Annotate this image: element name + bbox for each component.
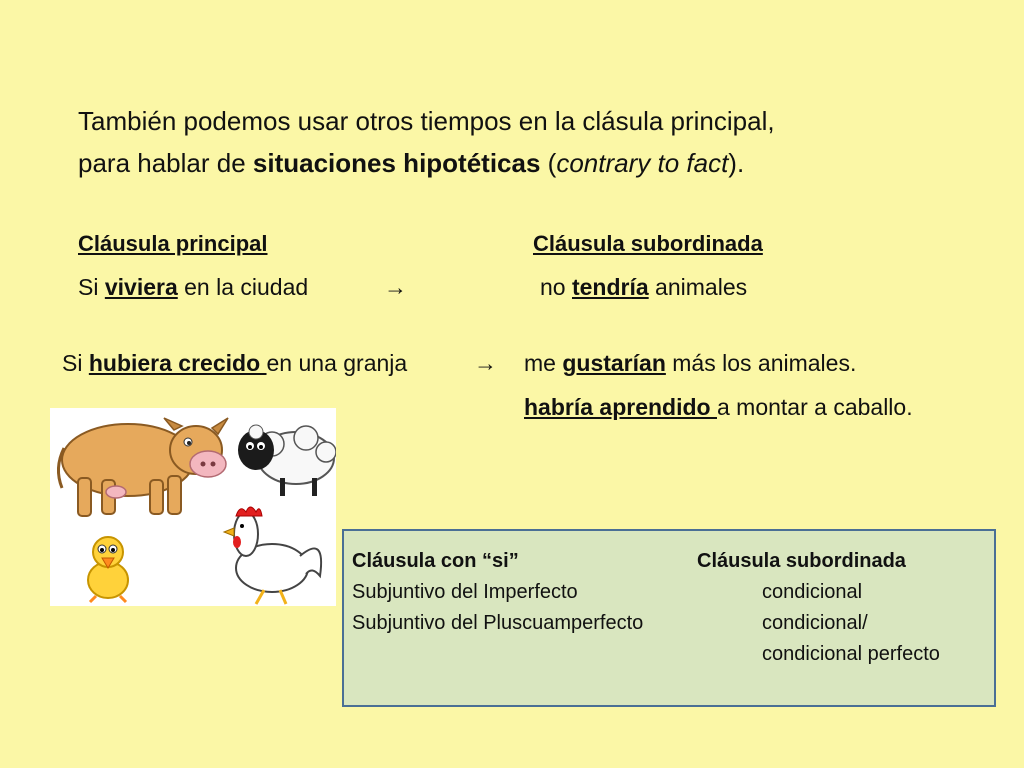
- ex1-res-verb: tendría: [571, 274, 649, 300]
- summary-header-subordinada: Cláusula subordinada: [697, 550, 906, 572]
- example-1-result: [540, 274, 747, 301]
- ex2-verb: hubiera crecido: [88, 350, 267, 376]
- ex3-verb: habría aprendido: [524, 394, 717, 420]
- summary-row-3-right: condicional perfecto: [762, 643, 940, 665]
- example-3-result: [524, 394, 913, 421]
- summary-row-2-right: condicional/: [762, 612, 868, 634]
- example-2-result: [524, 350, 856, 377]
- intro-italic-term: contrary to fact: [556, 148, 729, 178]
- ex2-pre: Si: [62, 350, 89, 376]
- intro-bold-term: situaciones hipotéticas: [252, 148, 541, 178]
- ex1-res-pre: no: [540, 274, 572, 300]
- rooster-icon: [224, 507, 321, 604]
- sheep-icon: [238, 425, 336, 496]
- cow-icon: [58, 418, 228, 516]
- farm-animals-picture: [50, 408, 336, 606]
- ex1-res-post: animales: [648, 274, 748, 300]
- ex1-verb: viviera: [104, 274, 178, 300]
- example-2-condition: [62, 350, 407, 377]
- ex2-res-verb: gustarían: [562, 350, 666, 376]
- intro-text: [78, 100, 775, 184]
- summary-row-1-right: condicional: [762, 581, 863, 603]
- summary-row-2-left: Subjuntivo del Pluscuamperfecto: [352, 612, 644, 634]
- ex3-post: a montar a caballo.: [716, 394, 913, 420]
- example-1-condition: [78, 274, 308, 301]
- ex2-post: en una granja: [266, 350, 408, 376]
- header-subordinada: Cláusula subordinada: [533, 231, 763, 256]
- intro-line-1: También podemos usar otros tiempos en la clásula principal,: [78, 106, 775, 136]
- intro-text-pre: para hablar de: [78, 148, 253, 178]
- summary-row-1-left: Subjuntivo del Imperfecto: [352, 581, 578, 603]
- farm-animals-svg: [50, 408, 336, 606]
- intro-text-end: ).: [728, 148, 745, 178]
- summary-box: [342, 529, 996, 707]
- intro-text-mid: (: [540, 148, 557, 178]
- chick-icon: [88, 537, 128, 602]
- ex1-pre: Si: [78, 274, 105, 300]
- example-2-arrow: →: [474, 350, 497, 376]
- example-1-arrow: →: [384, 274, 407, 300]
- summary-header-si: Cláusula con “si”: [352, 550, 519, 572]
- header-principal: Cláusula principal: [78, 231, 268, 256]
- ex1-post: en la ciudad: [177, 274, 309, 300]
- intro-line-2: [78, 142, 775, 184]
- ex2-res-pre: me: [524, 350, 563, 376]
- ex2-res-post: más los animales.: [665, 350, 857, 376]
